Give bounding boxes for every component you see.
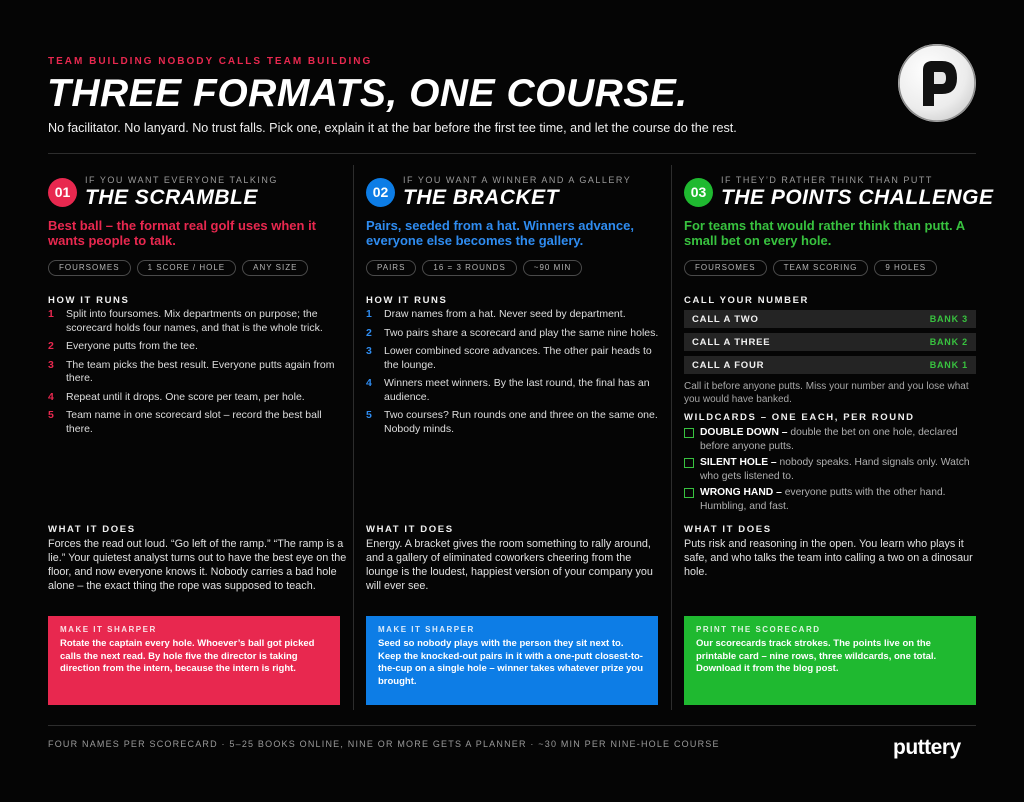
format-points-challenge (684, 168, 994, 708)
wildcard-name: WRONG HAND – (700, 487, 782, 498)
column-divider (353, 165, 354, 710)
chip: ~90 MIN (523, 260, 582, 276)
chip: FOURSOMES (48, 260, 131, 276)
format-title: THE BRACKET (403, 186, 559, 209)
what-it-does-heading: WHAT IT DOES (684, 524, 772, 535)
checkbox-icon[interactable] (684, 458, 694, 468)
step-item: 3 The team picks the best result. Everyone putts again from there. (48, 358, 335, 384)
step-item: 2 Two pairs share a scorecard and play the same nine holes. (366, 326, 659, 339)
wildcard-name: SILENT HOLE – (700, 457, 777, 468)
footer-text: FOUR NAMES PER SCORECARD · 5–25 BOOKS ONLINE, NINE OR MORE GETS A PLANNER · ~30 MIN PER NINE-HOLE COURSE (48, 739, 720, 749)
wildcard-text: everyone putts with the other hand. Humbling, and fast. (700, 487, 946, 512)
step-item: 1 Draw names from a hat. Never seed by department. (366, 308, 626, 320)
format-tagline: For teams that would rather think than putt. A small bet on every hole. (684, 218, 965, 248)
footer-divider (48, 725, 976, 726)
call-bank: BANK 3 (929, 314, 968, 324)
format-chips (48, 260, 308, 276)
what-it-does-text: Forces the read out loud. “Go left of the ramp.” “The ramp is a lie.” Your quietest analyst turns out to have the best eye on the floor, and now everyone knows it. Nobody carries a bad hole alone – the exact thing the rope was supposed to teach. (48, 538, 347, 592)
brand-wordmark: puttery (893, 736, 961, 759)
callout-card (684, 616, 976, 705)
steps-list (366, 308, 662, 441)
chip: ANY SIZE (242, 260, 308, 276)
step-item: 5 Two courses? Run rounds one and three on the same one. Nobody minds. (366, 409, 658, 435)
step-item: 3 Lower combined score advances. The other pair heads to the lounge. (366, 345, 652, 371)
what-it-does-heading: WHAT IT DOES (366, 524, 454, 535)
call-bank: BANK 1 (929, 360, 968, 370)
callout-card (366, 616, 658, 705)
call-row (684, 356, 976, 374)
what-it-does-text: Puts risk and reasoning in the open. You learn who plays it safe, and who talks the team into calling a two on a dinosaur hole. (684, 538, 973, 578)
puttery-logo-icon (898, 44, 976, 122)
format-number-badge: 02 (366, 178, 395, 207)
call-label: CALL A TWO (692, 313, 759, 325)
how-it-runs-heading: HOW IT RUNS (366, 295, 448, 306)
chip: 16 = 3 ROUNDS (422, 260, 516, 276)
step-item: 1 Split into foursomes. Mix departments on purpose; the scorecard holds four names, and that is the whole trick. (48, 308, 323, 334)
wildcard-text: double the bet on one hole, declared before anyone putts. (700, 427, 958, 452)
chip: TEAM SCORING (773, 260, 869, 276)
format-title: THE SCRAMBLE (85, 186, 258, 209)
format-number-badge: 03 (684, 178, 713, 207)
wildcard-name: DOUBLE DOWN – (700, 427, 788, 438)
what-it-does-text: Energy. A bracket gives the room something to rally around, and a gallery of eliminated coworkers cheering from the lounge is the loudest, happiest version of your company you will ever see. (366, 538, 653, 592)
chip: 1 SCORE / HOLE (137, 260, 237, 276)
checkbox-icon[interactable] (684, 428, 694, 438)
page-title: THREE FORMATS, ONE COURSE. (47, 72, 688, 115)
call-label: CALL A FOUR (692, 359, 765, 371)
format-chips (684, 260, 937, 276)
wildcard-text: nobody speaks. Hand signals only. Watch who gets listened to. (700, 457, 970, 482)
header-divider (48, 153, 976, 154)
eyebrow: TEAM BUILDING NOBODY CALLS TEAM BUILDING (48, 56, 373, 67)
call-your-number-heading: CALL YOUR NUMBER (684, 295, 810, 306)
chip: FOURSOMES (684, 260, 767, 276)
callout-heading: PRINT THE SCORECARD (696, 625, 821, 634)
call-row (684, 310, 976, 328)
format-chips (366, 260, 582, 276)
column-divider (671, 165, 672, 710)
call-note: Call it before anyone putts. Miss your number and you lose what you would have banked. (684, 381, 969, 405)
step-item: 4 Repeat until it drops. One score per team, per hole. (48, 390, 305, 403)
chip: PAIRS (366, 260, 416, 276)
callout-text: Our scorecards track strokes. The points live on the printable card – nine rows, three wildcards, one total. Download it from the blog post. (696, 638, 937, 674)
format-scramble (48, 168, 347, 708)
format-kicker: IF THEY’D RATHER THINK THAN PUTT (721, 175, 933, 185)
wildcard-item[interactable] (684, 456, 984, 484)
checkbox-icon[interactable] (684, 488, 694, 498)
call-label: CALL A THREE (692, 336, 771, 348)
callout-heading: MAKE IT SHARPER (378, 625, 475, 634)
callout-text: Rotate the captain every hole. Whoever’s ball got picked calls the next read. By hole five the director is taking direction from the intern, because the intern is right. (60, 638, 315, 674)
wildcards-heading: WILDCARDS – ONE EACH, PER ROUND (684, 412, 915, 423)
callout-card (48, 616, 340, 705)
wildcard-item[interactable] (684, 486, 984, 514)
call-bank: BANK 2 (929, 337, 968, 347)
step-item: 4 Winners meet winners. By the last round, the final has an audience. (366, 377, 650, 403)
call-row (684, 333, 976, 351)
chip: 9 HOLES (874, 260, 937, 276)
format-tagline: Pairs, seeded from a hat. Winners advance, everyone else becomes the gallery. (366, 218, 634, 248)
how-it-runs-heading: HOW IT RUNS (48, 295, 130, 306)
format-number-badge: 01 (48, 178, 77, 207)
callout-heading: MAKE IT SHARPER (60, 625, 157, 634)
callout-text: Seed so nobody plays with the person they sit next to. Keep the knocked-out pairs in it with a one-putt closest-to-the-cup on a single hole – winner takes whatever prize you brought. (378, 638, 644, 687)
format-bracket (366, 168, 662, 708)
format-kicker: IF YOU WANT EVERYONE TALKING (85, 175, 278, 185)
step-item: 2 Everyone putts from the tee. (48, 340, 198, 352)
format-title: THE POINTS CHALLENGE (721, 186, 994, 209)
wildcard-item[interactable] (684, 426, 984, 454)
what-it-does-heading: WHAT IT DOES (48, 524, 136, 535)
step-item: 5 Team name in one scorecard slot – record the best ball there. (48, 409, 322, 435)
page-subtitle: No facilitator. No lanyard. No trust falls. Pick one, explain it at the bar before the first tee time, and let the course do the rest. (48, 121, 737, 135)
format-tagline: Best ball – the format real golf uses when it wants people to talk. (48, 218, 317, 248)
format-kicker: IF YOU WANT A WINNER AND A GALLERY (403, 175, 632, 185)
steps-list (48, 308, 344, 441)
